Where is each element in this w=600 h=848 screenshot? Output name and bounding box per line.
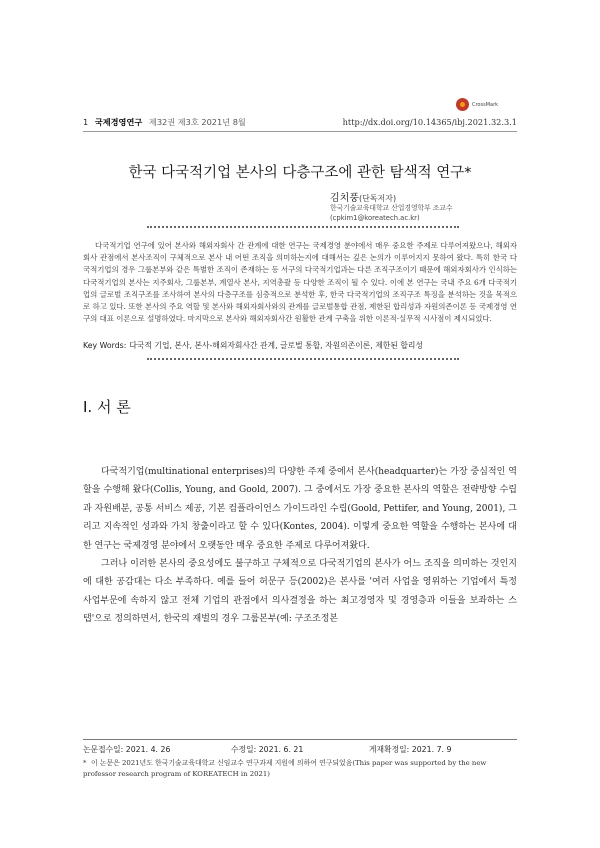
footnote-rule <box>83 739 517 740</box>
crossmark-icon <box>456 98 469 111</box>
dotted-divider <box>147 358 459 360</box>
crossmark-label: CrossMark <box>472 101 499 108</box>
author-line <box>330 189 396 204</box>
footnote-mark: * <box>83 759 87 767</box>
accepted-date: 게재확정일: 2021. 7. 9 <box>369 745 452 754</box>
keywords-label: Key Words: <box>83 341 127 350</box>
journal-name: 국제경영연구 <box>94 117 143 127</box>
footnote-text: 이 논문은 2021년도 한국기술교육대학교 신임교수 연구과제 지원에 의하여 연구되었음(This paper was supported by the new professor research program of KOREATECH in 2021) <box>83 759 487 778</box>
running-header <box>83 117 517 131</box>
abstract: 다국적기업 연구에 있어 본사와 해외자회사 간 관계에 대한 연구는 국제경영 분야에서 매우 중요한 주제로 다루어져왔으나, 해외자회사 관점에서 본사조직이 구체적으로 본사 내 어떤 조직을 의미하는지에 대해서는 깊은 논의가 이루어지지 못하여 왔다. 특히 한국 다국적기업의 경우 그룹본부와 같은 특별한 조직이 존재하는 등 서구의 다국적기업과는 다른 조직구조이기 때문에 해외자회사가 인식하는 다국적기업의 본사는 지주회사, 그룹본부, 계열사 본사, 지역총괄 등 다양한 조직이 될 수 있다. 이에 본 연구는 국내 주요 6개 다국적기업의 글로벌 조직구조를 조사하여 본사의 다층구조를 심층적으로 분석한 후, 한국 다국적기업의 조직구조 특징을 분석하는 것을 목적으로 하고 있다. 또한 본사의 주요 역할 및 본사와 해외자회사와의 관계를 글로벌통합 관점, 제한된 합리성과 자원의존이론 등 국제경영 연구의 대표 이론으로 설명하였다. 마지막으로 본사와 해외자회사간 원활한 관계 구축을 위한 이론적·실무적 시사점이 제시되었다. <box>83 241 517 324</box>
paragraph: 그러나 이러한 본사의 중요성에도 불구하고 구체적으로 다국적기업의 본사가 어느 조직을 의미하는 것인지에 대한 공감대는 다소 부족하다. 예를 들어 허문구 등(2002)은 본사를 '여러 사업을 영위하는 기업에서 특정 사업부문에 속하지 않고 전체 기업의 관점에서 의사결정을 하는 최고경영자 및 경영층과 이들을 보좌하는 스탭'으로 정의하면서, 한국의 재벌의 경우 그룹본부(예: 구조조정본 <box>83 559 517 625</box>
page-number: 1 <box>83 117 89 127</box>
paragraph: 다국적기업(multinational enterprises)의 다양한 주제 중에서 본사(headquarter)는 가장 중심적인 역할을 수행해 왔다(Collis, Young, and Goold, 2007). 그 중에서도 가장 중요한 본사의 역할은 전략방향 수립과 자원배분, 공통 서비스 제공, 기본 컴플라이언스 가이드라인 수립(Goold, Pettifer, and Young, 2001), 그리고 지속적인 성과와 가치 창출이라고 할 수 있다(Kontes, 2004). 이렇게 중요한 역할을 수행하는 본사에 대한 연구는 국제경영 분야에서 오랫동안 매우 중요한 주제로 다루어져왔다. <box>83 467 517 551</box>
author-role: (단독저자) <box>358 194 397 203</box>
author-affiliation-block <box>330 203 453 223</box>
section-heading: Ⅰ. 서 론 <box>83 398 131 416</box>
author-name: 김치풍 <box>330 193 359 204</box>
keywords-text: 다국적 기업, 본사, 본사-해외자회사간 관계, 글로벌 통합, 자원의존이론, 제한된 합리성 <box>129 341 423 350</box>
header-rule <box>83 131 517 132</box>
revised-date: 수정일: 2021. 6. 21 <box>231 745 304 754</box>
body-text <box>83 463 517 629</box>
footnote <box>83 758 517 779</box>
issue-info: 제32권 제3호 2021년 8월 <box>148 117 246 127</box>
dotted-divider <box>147 226 459 228</box>
author-affiliation: 한국기술교육대학교 산업경영학부 조교수 <box>330 204 453 212</box>
doi-link[interactable]: http://dx.doi.org/10.14365/ibj.2021.32.3.1 <box>342 117 517 127</box>
received-date: 논문접수일: 2021. 4. 26 <box>83 745 171 754</box>
crossmark-badge[interactable] <box>456 98 498 111</box>
keywords-line <box>83 340 423 351</box>
author-email[interactable]: (cpkim1@koreatech.ac.kr) <box>330 214 420 222</box>
article-title: 한국 다국적기업 본사의 다층구조에 관한 탐색적 연구* <box>128 165 472 181</box>
